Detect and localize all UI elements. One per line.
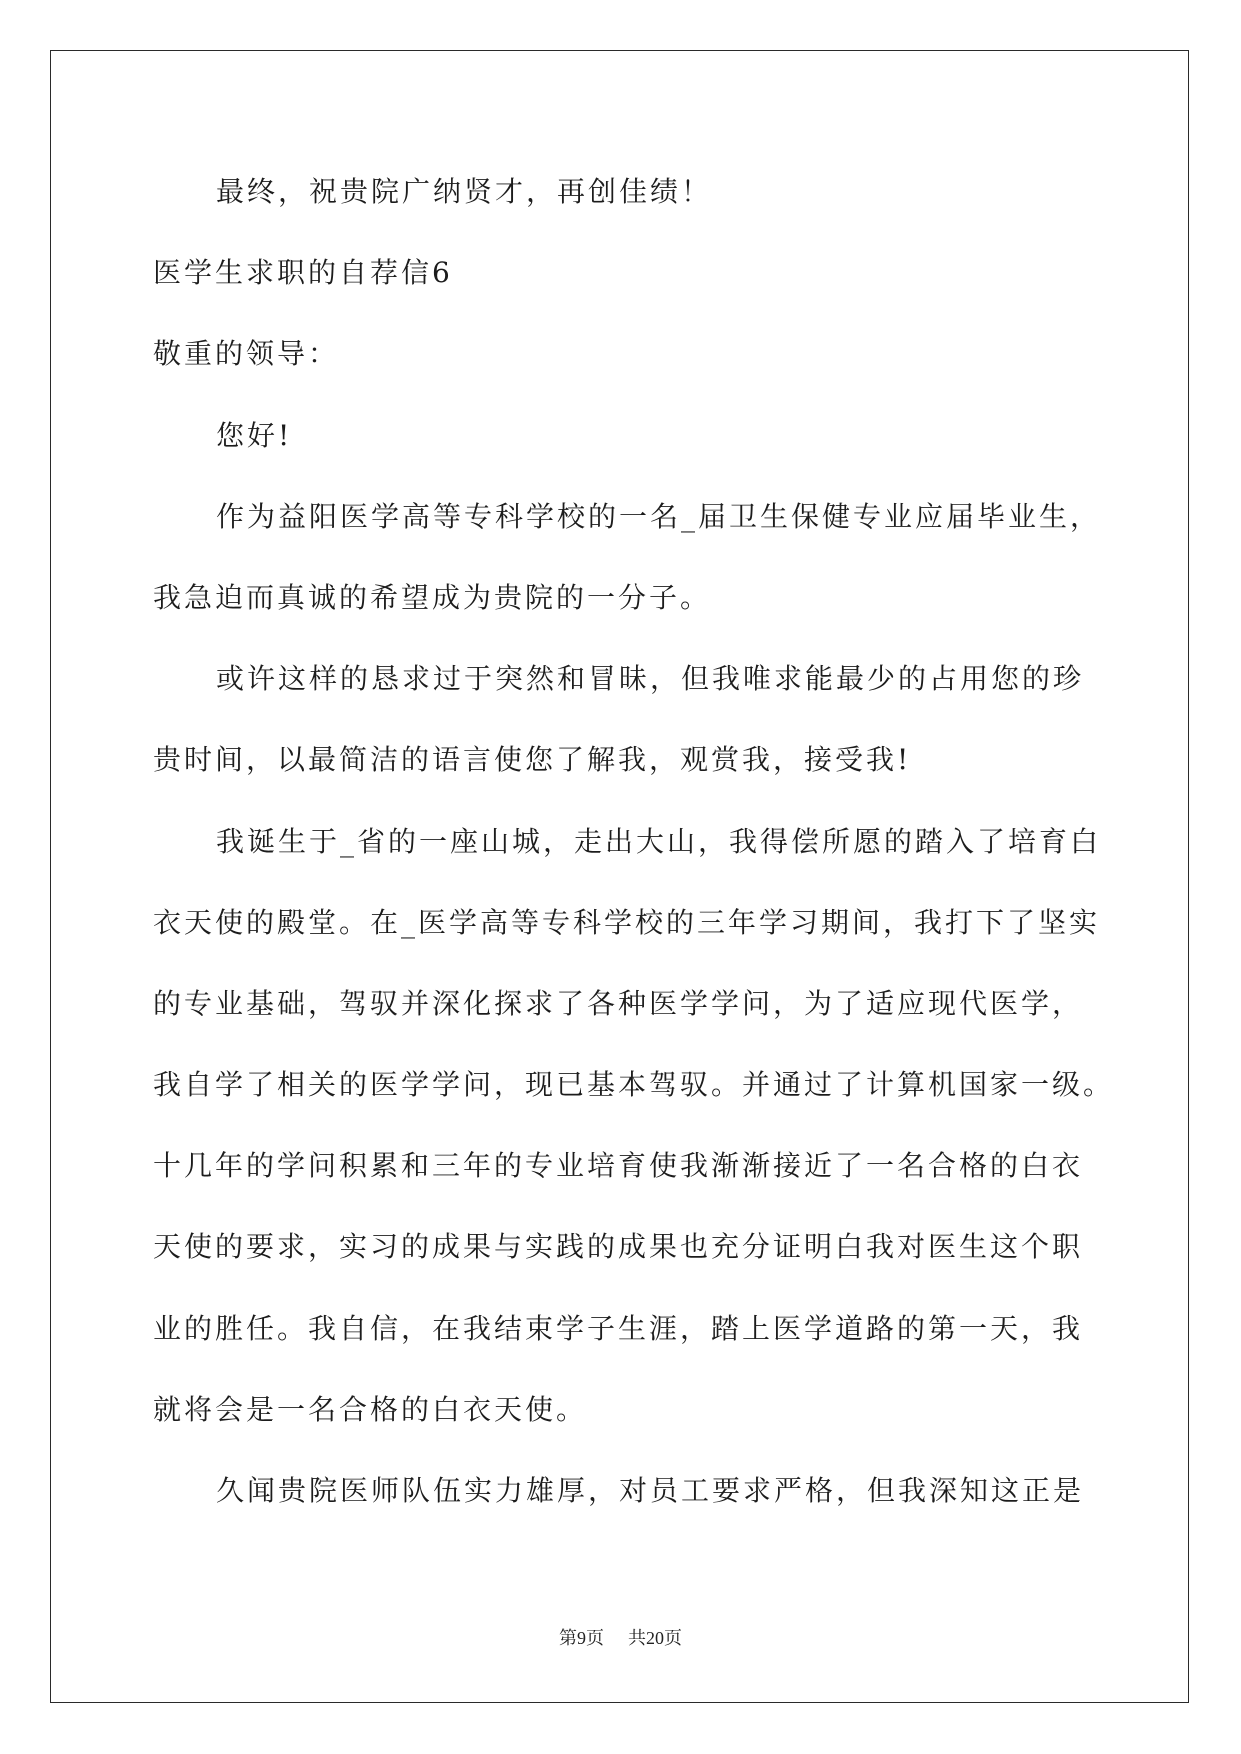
closing-line: 最终，祝贵院广纳贤才，再创佳绩！ (216, 175, 713, 208)
paragraph-line: 贵时间，以最简洁的语言使您了解我，观赏我，接受我! (153, 743, 912, 777)
page-footer (0, 1626, 1241, 1650)
body-paragraph (153, 638, 1143, 800)
document-body (153, 151, 1143, 1531)
paragraph-line: 十几年的学问积累和三年的专业培育使我渐渐接近了一名合格的白衣 (153, 1149, 1084, 1183)
paragraph-line: 久闻贵院医师队伍实力雄厚，对员工要求严格，但我深知这正是 (216, 1474, 1085, 1507)
paragraph-line: 我急迫而真诚的希望成为贵院的一分子。 (153, 580, 712, 614)
body-paragraph (153, 476, 1143, 638)
salutation: 敬重的领导： (153, 337, 340, 371)
paragraph-line: 天使的要求，实习的成果与实践的成果也充分证明白我对医生这个职 (153, 1230, 1084, 1264)
paragraph-line: 作为益阳医学高等专科学校的一名_届卫生保健专业应届毕业生， (216, 499, 1102, 533)
body-paragraph (153, 801, 1143, 1451)
paragraph-line: 我诞生于_省的一座山城，走出大山，我得偿所愿的踏入了培育白 (216, 824, 1102, 858)
body-paragraph (153, 1450, 1143, 1531)
paragraph-line: 或许这样的恳求过于突然和冒昧，但我唯求能最少的占用您的珍 (216, 662, 1085, 696)
page-total: 共20页 (628, 1628, 682, 1648)
paragraph-line: 我自学了相关的医学学问，现已基本驾驭。并通过了计算机国家一级。 (153, 1068, 1115, 1102)
greeting: 您好! (216, 418, 293, 452)
letter-title: 医学生求职的自荐信6 (153, 256, 453, 290)
paragraph-line: 衣天使的殿堂。在_医学高等专科学校的三年学习期间，我打下了坚实 (153, 905, 1101, 939)
paragraph-line: 的专业基础，驾驭并深化探求了各种医学学问，为了适应现代医学， (153, 986, 1084, 1020)
page-number: 第9页 (559, 1628, 604, 1648)
paragraph-line: 就将会是一名合格的白衣天使。 (153, 1392, 588, 1426)
paragraph-line: 业的胜任。我自信，在我结束学子生涯，踏上医学道路的第一天，我 (153, 1311, 1084, 1345)
